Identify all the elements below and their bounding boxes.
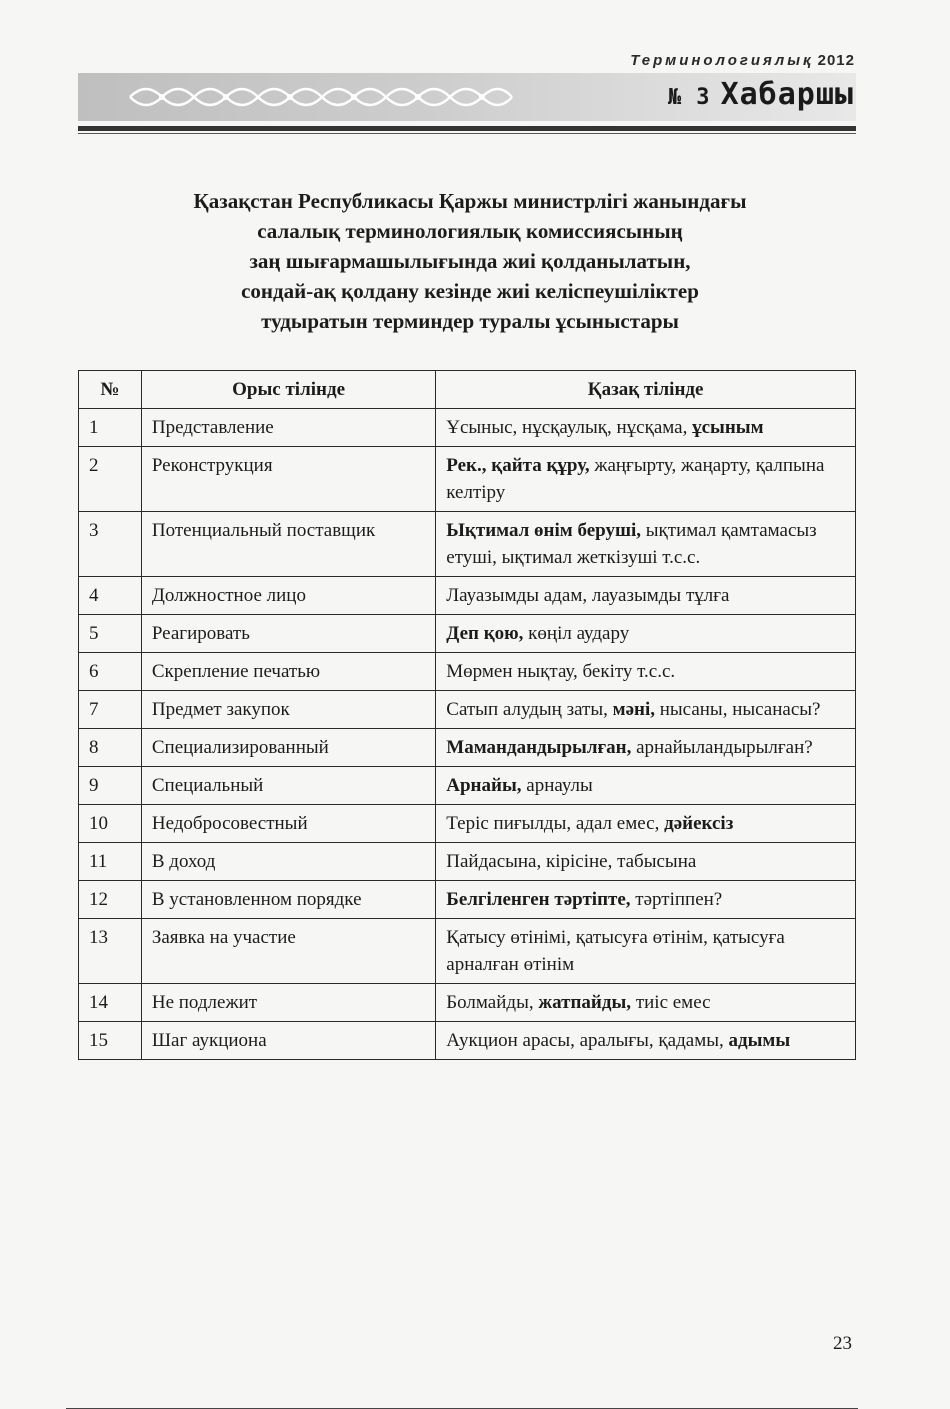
table-row [79, 919, 856, 984]
russian-term: Должностное лицо [141, 577, 435, 615]
kazakh-term [436, 512, 856, 577]
russian-term: Предмет закупок [141, 691, 435, 729]
ornament-icon [126, 79, 516, 115]
journal-year: 2012 [817, 52, 855, 69]
row-number: 8 [79, 729, 142, 767]
header-number: № [79, 371, 142, 409]
kazakh-term-bold: ұсыным [692, 417, 764, 438]
russian-term: В установленном порядке [141, 881, 435, 919]
table-row [79, 729, 856, 767]
title-line: заң шығармашылығында жиі қолданылатын, [249, 249, 691, 273]
russian-term: Недобросовестный [141, 805, 435, 843]
header-rule [78, 126, 856, 131]
kazakh-term-text: Қатысу өтінімі, қатысуға өтінім, қатысуға арналған өтінім [446, 927, 785, 975]
kazakh-term [436, 577, 856, 615]
kazakh-term-bold: мәні, [612, 699, 655, 720]
table-row [79, 577, 856, 615]
kazakh-term [436, 729, 856, 767]
table-row [79, 691, 856, 729]
kazakh-term [436, 984, 856, 1022]
kazakh-term [436, 1022, 856, 1060]
header-banner [78, 73, 856, 121]
table-row [79, 805, 856, 843]
kazakh-term [436, 447, 856, 512]
kazakh-term [436, 919, 856, 984]
row-number: 5 [79, 615, 142, 653]
table-row [79, 843, 856, 881]
kazakh-term-text: жаңғырту, жаңарту, қалпына келтіру [446, 455, 825, 503]
kazakh-term-text: ықтимал қамтамасыз етуші, ықтимал жеткізуші т.с.с. [446, 520, 817, 568]
table-row [79, 447, 856, 512]
kazakh-term-text: көңіл аудару [523, 623, 630, 644]
russian-term: В доход [141, 843, 435, 881]
row-number: 11 [79, 843, 142, 881]
russian-term: Реконструкция [141, 447, 435, 512]
header-rule-thin [78, 133, 856, 134]
kazakh-term-text: Ұсыныс, нұсқаулық, нұсқама, [446, 417, 693, 438]
kazakh-term-text: Пайдасына, кірісіне, табысына [446, 851, 697, 872]
kazakh-term-bold: жатпайды, [538, 992, 632, 1013]
kazakh-term-text: тәртіппен? [630, 889, 723, 910]
kazakh-term-bold: Арнайы, [446, 775, 522, 796]
document-title [90, 186, 850, 336]
row-number: 15 [79, 1022, 142, 1060]
kazakh-term-bold: Белгіленген тәртіпте, [446, 889, 631, 910]
russian-term: Представление [141, 409, 435, 447]
kazakh-term [436, 691, 856, 729]
kazakh-term [436, 767, 856, 805]
page-number: 23 [833, 1333, 852, 1354]
row-number: 12 [79, 881, 142, 919]
kazakh-term-bold: Деп қою, [446, 623, 524, 644]
issue-title: Хабаршы [720, 77, 854, 112]
kazakh-term [436, 653, 856, 691]
journal-name [630, 52, 855, 69]
kazakh-term-text: Теріс пиғылды, адал емес, [446, 813, 665, 834]
kazakh-term-bold: Рек., қайта құру, [446, 455, 590, 476]
table-row [79, 1022, 856, 1060]
russian-term: Шаг аукциона [141, 1022, 435, 1060]
title-line: тудыратын терминдер туралы ұсыныстары [261, 309, 679, 333]
russian-term: Потенциальный поставщик [141, 512, 435, 577]
title-line: Қазақстан Республикасы Қаржы министрлігі жанындағы [193, 189, 747, 213]
kazakh-term-text: Сатып алудың заты, [446, 699, 613, 720]
table-row [79, 615, 856, 653]
title-line: сондай-ақ қолдану кезінде жиі келіспеушіліктер [241, 279, 699, 303]
kazakh-term [436, 615, 856, 653]
row-number: 9 [79, 767, 142, 805]
row-number: 7 [79, 691, 142, 729]
russian-term: Реагировать [141, 615, 435, 653]
table-row [79, 767, 856, 805]
journal-title: Терминологиялық [630, 52, 814, 69]
issue-heading [668, 77, 854, 112]
kazakh-term-text: Мөрмен нықтау, бекіту т.с.с. [446, 661, 676, 682]
kazakh-term [436, 881, 856, 919]
kazakh-term [436, 843, 856, 881]
title-line: салалық терминологиялық комиссиясының [257, 219, 683, 243]
table-row [79, 881, 856, 919]
header-kazakh: Қазақ тілінде [436, 371, 856, 409]
russian-term: Специализированный [141, 729, 435, 767]
table-row [79, 984, 856, 1022]
kazakh-term [436, 805, 856, 843]
kazakh-term-bold: дәйексіз [664, 813, 734, 834]
row-number: 2 [79, 447, 142, 512]
table-row [79, 409, 856, 447]
row-number: 14 [79, 984, 142, 1022]
kazakh-term-bold: Ықтимал өнім беруші, [446, 520, 642, 541]
kazakh-term-text: Аукцион арасы, аралығы, қадамы, [446, 1030, 729, 1051]
kazakh-term-text: арнаулы [521, 775, 593, 796]
issue-number: № 3 [667, 85, 711, 110]
table-row [79, 653, 856, 691]
kazakh-term-text: арнайыландырылған? [631, 737, 813, 758]
kazakh-term [436, 409, 856, 447]
row-number: 3 [79, 512, 142, 577]
table-row [79, 512, 856, 577]
russian-term: Скрепление печатью [141, 653, 435, 691]
kazakh-term-text: Лауазымды адам, лауазымды тұлға [446, 585, 730, 606]
table-header-row [79, 371, 856, 409]
russian-term: Специальный [141, 767, 435, 805]
kazakh-term-text: Болмайды, [446, 992, 539, 1013]
row-number: 1 [79, 409, 142, 447]
kazakh-term-text: тиіс емес [631, 992, 711, 1013]
kazakh-term-text: нысаны, нысанасы? [654, 699, 821, 720]
kazakh-term-bold: адымы [728, 1030, 791, 1051]
kazakh-term-bold: Мамандандырылған, [446, 737, 632, 758]
header-russian: Орыс тілінде [141, 371, 435, 409]
row-number: 4 [79, 577, 142, 615]
terms-table [78, 370, 856, 1060]
russian-term: Не подлежит [141, 984, 435, 1022]
row-number: 10 [79, 805, 142, 843]
russian-term: Заявка на участие [141, 919, 435, 984]
row-number: 13 [79, 919, 142, 984]
row-number: 6 [79, 653, 142, 691]
